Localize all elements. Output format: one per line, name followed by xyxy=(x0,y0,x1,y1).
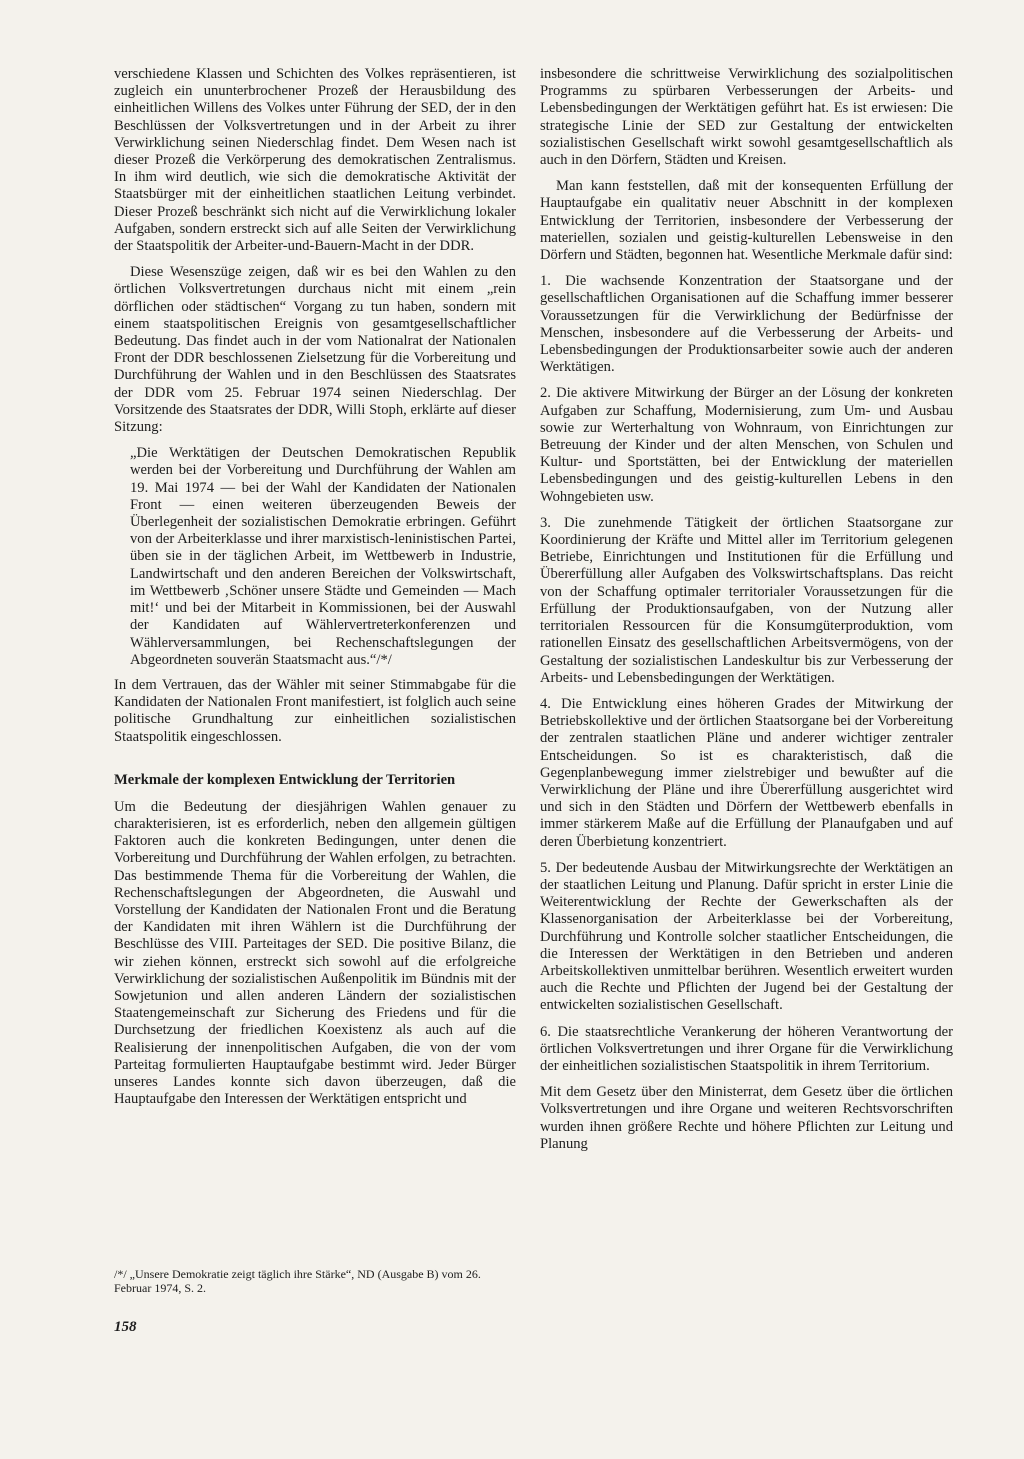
left-column xyxy=(114,66,516,1117)
paragraph: In dem Vertrauen, das der Wähler mit seiner Stimmabgabe für die Kandidaten der Nationalen Front manifestiert, ist folglich auch seine politische Grundhaltung zur einheitlichen sozialistischen Staatspolitik eingeschlossen. xyxy=(114,676,516,745)
right-column xyxy=(540,66,953,1162)
list-item: 1. Die wachsende Konzentration der Staatsorgane und der gesellschaftlichen Organisationen auf die Schaffung immer besserer Voraussetzungen für die Verwirklichung der Bedürfnisse der Menschen, insbesondere auf die Verbesserung der Arbeits- und Lebensbedingungen der Produktionsarbeiter sowie auch der anderen Werktätigen. xyxy=(540,273,953,376)
list-item: 6. Die staatsrechtliche Verankerung der höheren Verantwortung der örtlichen Volksvertretungen und ihrer Organe für die Verwirklichung der einheitlichen sozialistischen Staatspolitik in ihrem Territorium. xyxy=(540,1023,953,1074)
section-heading: Merkmale der komplexen Entwicklung der Territorien xyxy=(114,771,456,788)
paragraph: Um die Bedeutung der diesjährigen Wahlen genauer zu charakterisieren, ist es erforderlich, neben den allgemein gültigen Faktoren auch die konkreten Bedingungen, unter denen die Vorbereitung und Durchführung der Wahlen erfolgen, zu betrachten. Das bestimmende Thema für die Vorbereitung der Wahlen, die Rechenschaftslegungen der Abgeordneten, die Auswahl und Vorstellung der Kandidaten der Nationalen Front und die Beratung der Kandidaten mit ihren Wählern ist die Durchführung der Beschlüsse des VIII. Parteitages der SED. Die positive Bilanz, die wir ziehen können, erstreckt sich sowohl auf die erfolgreiche Verwirklichung der sozialistischen Außenpolitik im Bündnis mit der Sowjetunion und allen anderen Ländern der sozialistischen Staatengemeinschaft zur Sicherung des Friedens und für die Durchsetzung der friedlichen Koexistenz als auch auf die Realisierung der innenpolitischen Aufgaben, die von der vom Parteitag formulierten Hauptaufgabe bestimmt wird. Jeder Bürger unseres Landes konnte sich davon überzeugen, daß die Hauptaufgabe den Interessen der Werktätigen entspricht und xyxy=(114,798,516,1108)
paragraph: insbesondere die schrittweise Verwirklichung des sozialpolitischen Programms zu spürbaren Verbesserungen der Arbeits- und Lebensbedingungen der Werktätigen geführt hat. Es ist erwiesen: Die strategische Linie der SED zur Gestaltung der entwickelten sozialistischen Gesellschaft wirkt sowohl gesamtgesellschaftlich als auch in den Dörfern, Städten und Kreisen. xyxy=(540,66,953,169)
page-number: 158 xyxy=(114,1319,137,1335)
quote-text: „Die Werktätigen der Deutschen Demokratischen Republik werden bei der Vorbereitung und Durchführung der Wahlen am 19. Mai 1974 — bei der Wahl der Kandidaten der Nationalen Front — einen weiteren überzeugenden Beweis der Überlegenheit der sozialistischen Demokratie erbringen. Geführt von der Arbeiterklasse und ihrer marxistisch-leninistischen Partei, üben sie in der täglichen Arbeit, im Wettbewerb in Industrie, Landwirtschaft und den anderen Bereichen der Volkswirtschaft, im Wettbewerb ‚Schöner unsere Städte und Gemeinden — Mach mit!‘ und bei der Mitarbeit in Kommissionen, bei der Auswahl der Kandidaten auf Wählervertreterkonferenzen und Wählerversammlungen, bei Rechenschaftslegungen der Abgeordneten souverän Staatsmacht aus.“/*/ xyxy=(130,445,516,668)
footnote: /*/ „Unsere Demokratie zeigt täglich ihre Stärke“, ND (Ausgabe B) vom 26. Februar 1974, S. 2. xyxy=(114,1267,481,1296)
paragraph: Man kann feststellen, daß mit der konsequenten Erfüllung der Hauptaufgabe ein qualitativ neuer Abschnitt in der komplexen Entwicklung der Territorien, insbesondere der Verbesserung der materiellen, sozialen und geistig-kulturellen Lebensweise in den Dörfern und Städten, begonnen hat. Wesentliche Merkmale dafür sind: xyxy=(540,178,953,264)
list-item: 3. Die zunehmende Tätigkeit der örtlichen Staatsorgane zur Koordinierung der Kräfte und Mittel aller im Territorium gelegenen Betriebe, Einrichtungen und Institutionen für die Erfüllung und Übererfüllung aller Aufgaben des Volkswirtschaftsplans. Das reicht von der Schaffung optimaler territorialer Voraussetzungen für die Erfüllung der Produktionsaufgaben, von der Nutzung aller territorialen Ressourcen für die Konsumgüterproduktion, vom rationellen Einsatz des gesellschaftlichen Arbeitsvermögens, von der Gestaltung der sozialistischen Landeskultur bis zur Verbesserung der Arbeits- und Lebensbedingungen der Werktätigen. xyxy=(540,514,953,686)
list-item: 2. Die aktivere Mitwirkung der Bürger an der Lösung der konkreten Aufgaben zur Schaffung, Modernisierung, zum Um- und Ausbau sowie zur Werterhaltung von Wohnraum, von Einrichtungen zur Betreuung der Kinder und der alten Menschen, von Schulen und Kultur- und Sportstätten, bei der Entwicklung der materiellen Lebensbedingungen und des geistig-kulturellen Lebens in den Wohngebieten usw. xyxy=(540,385,953,505)
paragraph: verschiedene Klassen und Schichten des Volkes repräsentieren, ist zugleich ein ununterbrochener Prozeß der Herausbildung des einheitlichen Willens des Volkes unter Führung der SED, der in den Beschlüssen der Volksvertretungen und in der Arbeit zu ihrer Verwirklichung seinen Niederschlag findet. Dem Wesen nach ist dieser Prozeß die Verkörperung des demokratischen Zentralismus. In ihm wird deutlich, wie sich die demokratische Aktivität der Staatsbürger mit der einheitlichen staatlichen Leitung verbindet. Dieser Prozeß beschränkt sich nicht auf die Verwirklichung lokaler Aufgaben, sondern erstreckt sich auf alle Seiten der Verwirklichung der Staatspolitik der Arbeiter-und-Bauern-Macht in der DDR. xyxy=(114,66,516,255)
list-item: 5. Der bedeutende Ausbau der Mitwirkungsrechte der Werktätigen an der staatlichen Leitung und Planung. Dafür spricht in erster Linie die Weiterentwicklung der Rechte der Gewerkschaften als der Klassenorganisation der Arbeiterklasse bei der Vorbereitung, Durchführung und Kontrolle solcher staatlicher Entscheidungen, die die Interessen der Werktätigen in den Betrieben und anderen Arbeitskollektiven unmittelbar berühren. Wesentlich erweitert wurden auch die Rechte und Pflichten der Jugend bei der Gestaltung der entwickelten sozialistischen Gesellschaft. xyxy=(540,859,953,1014)
list-item: 4. Die Entwicklung eines höheren Grades der Mitwirkung der Betriebskollektive und der örtlichen Staatsorgane bei der Vorbereitung der zentralen staatlichen Pläne und anderer wichtiger zentraler Entscheidungen. So ist es charakteristisch, daß die Gegenplanbewegung immer zielstrebiger und bewußter auf die Verwirklichung der Pläne und ihre Übererfüllung ausgerichtet wird und sich in den Städten und Dörfern der Wettbewerb ebenfalls in immer stärkerem Maße auf die Erfüllung der Planaufgaben und auf deren Überbietung konzentriert. xyxy=(540,695,953,850)
paragraph: Mit dem Gesetz über den Ministerrat, dem Gesetz über die örtlichen Volksvertretungen und ihre Organe und weiteren Rechtsvorschriften wurden ihnen größere Rechte und höhere Pflichten zur Leitung und Planung xyxy=(540,1084,953,1152)
block-quote xyxy=(130,445,516,669)
paragraph: Diese Wesenszüge zeigen, daß wir es bei den Wahlen zu den örtlichen Volksvertretungen durchaus nicht mit einem „rein dörflichen oder städtischen“ Vorgang zu tun haben, sondern mit einem staatspolitischen Ereignis von gesamtgesellschaftlicher Bedeutung. Das findet auch in der vom Nationalrat der Nationalen Front der DDR beschlossenen Zielsetzung für die Vorbereitung und Durchführung der Wahlen und in den Beschlüssen des Staatsrates der DDR vom 25. Februar 1974 seinen Niederschlag. Der Vorsitzende des Staatsrates der DDR, Willi Stoph, erklärte auf dieser Sitzung: xyxy=(114,264,516,436)
